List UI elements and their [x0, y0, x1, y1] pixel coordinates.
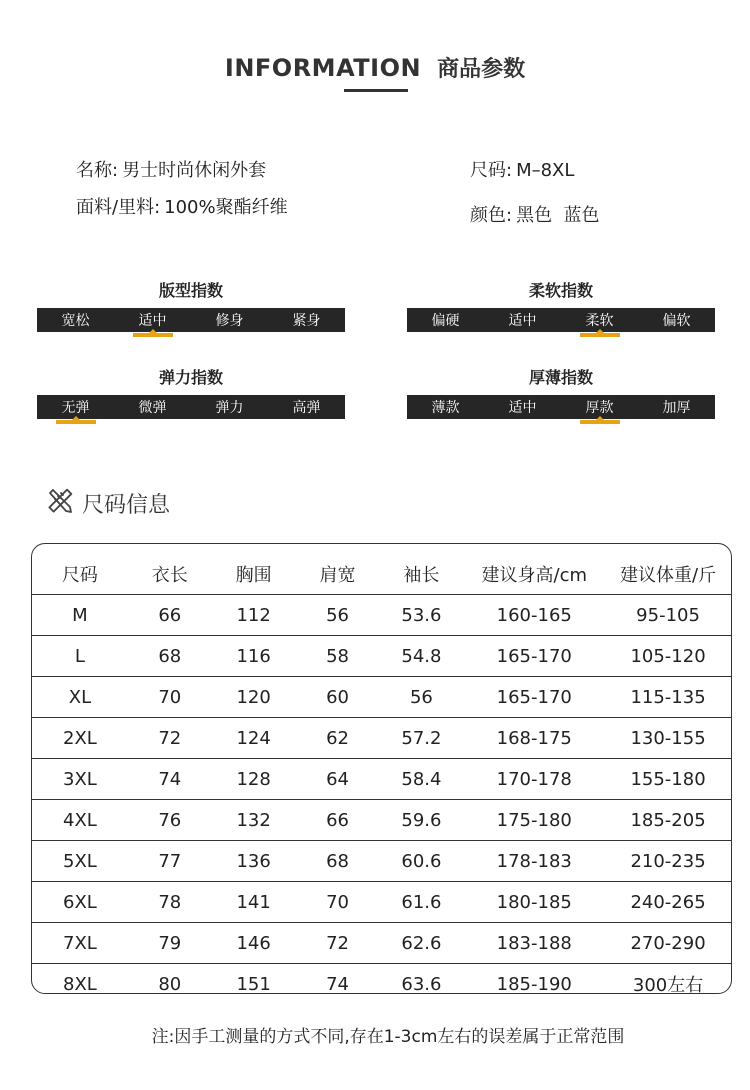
- index-softness-option: 柔软: [584, 310, 616, 330]
- info-fabric-label: 面料/里料:: [76, 197, 161, 218]
- table-cell: 3XL: [63, 768, 97, 790]
- table-cell: 胸围: [235, 565, 272, 586]
- size-table: [31, 543, 732, 994]
- table-cell: 136: [236, 850, 271, 872]
- size-section-header: [46, 487, 170, 519]
- table-cell: 尺码: [61, 565, 98, 586]
- ruler-pencil-icon: [46, 487, 74, 519]
- index-softness-bar: [407, 308, 715, 332]
- table-cell: 78: [158, 891, 182, 913]
- table-row: [32, 717, 731, 758]
- info-color: [470, 201, 600, 227]
- index-softness-option: 适中: [508, 313, 537, 329]
- table-row: [32, 881, 731, 922]
- table-cell: 165-170: [496, 645, 572, 667]
- index-elasticity-title: 弹力指数: [158, 368, 223, 387]
- index-elasticity-option: 弹力: [215, 400, 244, 416]
- table-cell: 79: [158, 932, 182, 954]
- table-cell: 151: [236, 973, 271, 995]
- table-cell: 160-165: [496, 604, 572, 626]
- table-cell: XL: [68, 686, 92, 708]
- info-color-label: 颜色:: [470, 205, 513, 226]
- table-cell: 袖长: [403, 565, 440, 586]
- index-fit-option: 修身: [215, 313, 244, 329]
- index-thickness: [407, 365, 715, 419]
- table-row: [32, 963, 731, 1004]
- table-cell: 112: [236, 604, 271, 626]
- index-fit-bar: [37, 308, 345, 332]
- index-fit-title: 版型指数: [158, 281, 223, 300]
- index-elasticity-option: 高弹: [292, 400, 321, 416]
- header-title-cn: 商品参数: [437, 57, 526, 82]
- info-name: [76, 156, 266, 182]
- table-cell: 70: [158, 686, 182, 708]
- index-elasticity-bar: [37, 395, 345, 419]
- info-fabric: [76, 193, 288, 219]
- table-cell: 2XL: [63, 727, 97, 749]
- table-cell: 70: [326, 891, 349, 913]
- table-cell: 59.6: [401, 809, 442, 831]
- table-cell: 62.6: [401, 932, 442, 954]
- table-cell: 130-155: [630, 727, 706, 749]
- table-cell: 建议体重/斤: [620, 565, 717, 586]
- info-name-value: 男士时尚休闲外套: [122, 160, 267, 181]
- index-thickness-bar: [407, 395, 715, 419]
- table-cell: 165-170: [496, 686, 572, 708]
- table-cell: 300左右: [632, 975, 704, 996]
- table-cell: 180-185: [496, 891, 572, 913]
- info-color-value: 黑色 蓝色: [516, 205, 600, 226]
- table-cell: 120: [236, 686, 271, 708]
- table-cell: 72: [158, 727, 182, 749]
- index-fit-option: 宽松: [61, 313, 90, 329]
- info-name-label: 名称:: [76, 160, 119, 181]
- index-softness-option: 偏硬: [431, 313, 460, 329]
- table-cell: M: [72, 604, 88, 626]
- table-cell: 57.2: [401, 727, 442, 749]
- table-cell: 74: [158, 768, 182, 790]
- table-cell: 60: [326, 686, 349, 708]
- table-cell: 58.4: [401, 768, 442, 790]
- table-cell: 168-175: [496, 727, 572, 749]
- table-cell: 132: [236, 809, 271, 831]
- table-cell: 64: [326, 768, 349, 790]
- measurement-note: 注:因手工测量的方式不同,存在1-3cm左右的误差属于正常范围: [151, 1027, 625, 1047]
- table-cell: 74: [326, 973, 349, 995]
- table-cell: 66: [158, 604, 182, 626]
- table-cell: 76: [158, 809, 182, 831]
- index-thickness-option: 薄款: [431, 400, 460, 416]
- size-section-title: 尺码信息: [82, 492, 171, 518]
- index-fit: [37, 278, 345, 332]
- table-cell: 4XL: [63, 809, 97, 831]
- table-cell: 53.6: [401, 604, 442, 626]
- table-cell: 5XL: [63, 850, 97, 872]
- table-cell: 128: [236, 768, 271, 790]
- table-row: [32, 758, 731, 799]
- table-row: [32, 676, 731, 717]
- table-cell: 185-190: [496, 973, 572, 995]
- table-cell: 105-120: [630, 645, 706, 667]
- table-cell: 116: [236, 645, 271, 667]
- info-size-value: M–8XL: [516, 160, 575, 181]
- page-header: [0, 52, 750, 83]
- info-size-label: 尺码:: [470, 160, 513, 181]
- table-cell: 124: [236, 727, 271, 749]
- table-cell: 185-205: [630, 809, 706, 831]
- table-cell: 建议身高/cm: [481, 565, 587, 586]
- index-softness-title: 柔软指数: [528, 281, 593, 300]
- info-size: [470, 156, 574, 182]
- table-cell: 56: [326, 604, 349, 626]
- index-softness-option: 偏软: [662, 313, 691, 329]
- table-cell: 68: [158, 645, 182, 667]
- table-cell: 63.6: [401, 973, 442, 995]
- table-cell: 肩宽: [319, 565, 356, 586]
- table-row: [32, 799, 731, 840]
- table-cell: 8XL: [63, 973, 97, 995]
- index-thickness-option: 加厚: [662, 400, 691, 416]
- table-cell: 175-180: [496, 809, 572, 831]
- table-cell: 61.6: [401, 891, 442, 913]
- table-cell: 115-135: [630, 686, 706, 708]
- table-cell: 80: [158, 973, 182, 995]
- table-row: [32, 922, 731, 963]
- size-table-body: [32, 554, 731, 1004]
- table-cell: 7XL: [63, 932, 97, 954]
- table-cell: 141: [236, 891, 271, 913]
- table-cell: 60.6: [401, 850, 442, 872]
- table-cell: 183-188: [496, 932, 572, 954]
- table-cell: 56: [409, 686, 433, 708]
- index-elasticity: [37, 365, 345, 419]
- table-row: [32, 635, 731, 676]
- table-row: [32, 594, 731, 635]
- table-cell: 6XL: [63, 891, 97, 913]
- table-cell: 270-290: [630, 932, 706, 954]
- table-cell: 178-183: [496, 850, 572, 872]
- table-cell: 58: [326, 645, 349, 667]
- table-cell: L: [74, 645, 85, 667]
- table-header-row: [32, 554, 731, 594]
- index-fit-option: 紧身: [292, 313, 321, 329]
- index-elasticity-option: 微弹: [138, 400, 167, 416]
- header-title-en: INFORMATION: [224, 54, 422, 82]
- index-thickness-title: 厚薄指数: [528, 368, 593, 387]
- table-row: [32, 840, 731, 881]
- index-softness: [407, 278, 715, 332]
- table-cell: 170-178: [496, 768, 572, 790]
- table-cell: 62: [326, 727, 349, 749]
- index-elasticity-option: 无弹: [60, 397, 92, 417]
- table-cell: 衣长: [151, 565, 188, 586]
- table-cell: 77: [158, 850, 182, 872]
- table-cell: 95-105: [636, 604, 700, 626]
- table-cell: 68: [326, 850, 349, 872]
- table-cell: 146: [236, 932, 271, 954]
- table-cell: 155-180: [630, 768, 706, 790]
- table-cell: 54.8: [401, 645, 442, 667]
- table-cell: 66: [326, 809, 349, 831]
- header-underline: [344, 89, 408, 92]
- table-cell: 210-235: [630, 850, 706, 872]
- info-fabric-value: 100%聚酯纤维: [164, 197, 288, 218]
- index-fit-option: 适中: [137, 310, 169, 330]
- index-thickness-option: 厚款: [584, 397, 616, 417]
- table-cell: 240-265: [630, 891, 706, 913]
- table-cell: 72: [326, 932, 349, 954]
- index-thickness-option: 适中: [508, 400, 537, 416]
